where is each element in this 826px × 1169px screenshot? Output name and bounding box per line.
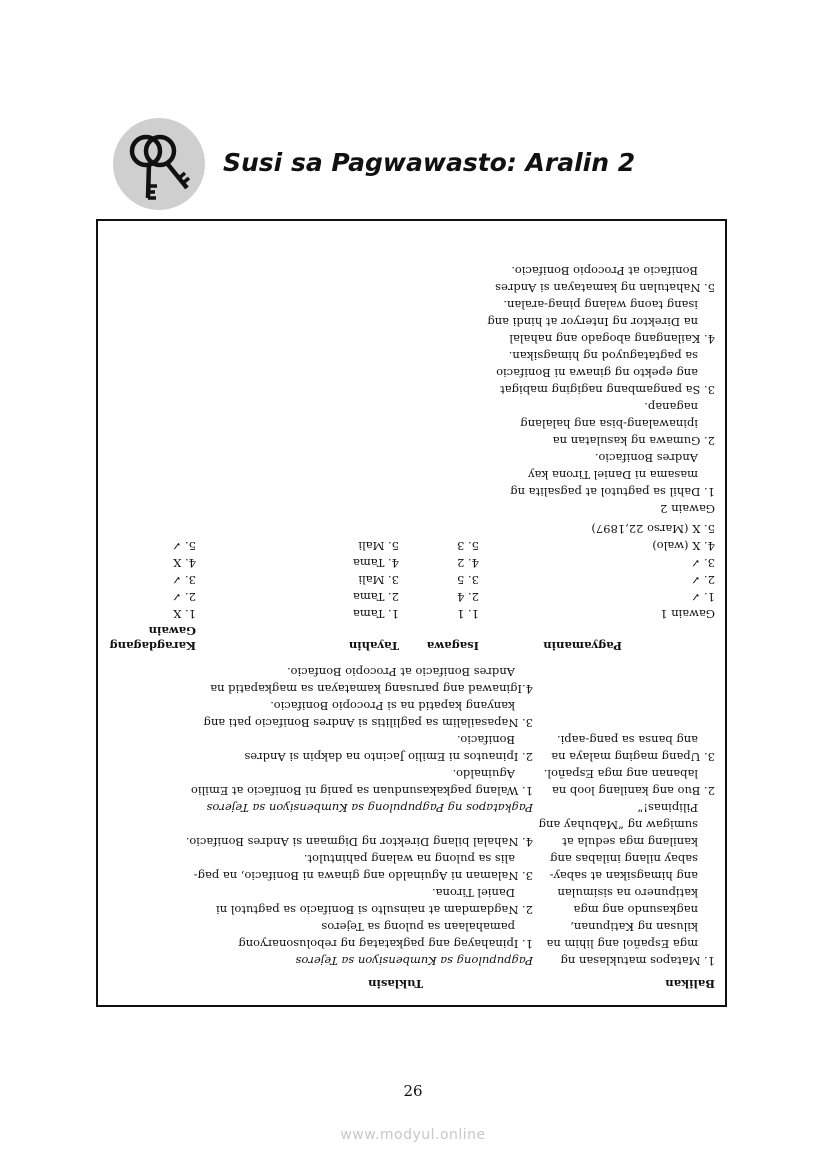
keys-icon — [113, 118, 205, 210]
list-item: 2. 4 — [457, 590, 479, 604]
list-item: Bonifacio at Procopio Bonifacio. — [511, 264, 698, 278]
list-item: 2. Gumawa ng kasulatan na — [552, 434, 715, 448]
list-item: Pilipinas!” — [637, 801, 698, 815]
header-pagyamanin: Pagyamanin — [543, 639, 622, 653]
tuklasin-subheading: Pagpupulong sa Kumbensiyon sa Tejeros — [295, 954, 533, 968]
list-item: 1. ✓ — [690, 590, 715, 604]
list-item: ang bansa sa pang-aapi. — [556, 733, 698, 747]
gawain-label: Gawain 2 — [660, 502, 715, 516]
list-item: katipunero na sisimulan — [557, 886, 698, 900]
list-item: 3. Sa pangambang nagiging mabigat — [500, 383, 715, 397]
list-item: 1. 1 — [457, 607, 479, 621]
header-gawain: Gawain — [148, 624, 196, 638]
list-item: Bonifacio. — [456, 733, 515, 747]
list-item: 5. ✓ — [171, 539, 196, 553]
list-item: 2. ✓ — [690, 573, 715, 587]
header-tuklasin: Tuklasin — [368, 977, 423, 991]
list-item: 3. ✓ — [171, 573, 196, 587]
list-item: kilusan ng Katipunan, — [570, 920, 698, 934]
list-item: 5. Mali — [358, 539, 399, 553]
tuklasin-subheading: Pagkatapos ng Pagpupulong sa Kumbensiyon sa Tejeros — [206, 801, 533, 815]
list-item: 4. X (walo) — [652, 539, 715, 553]
list-item: ipinawalang-bisa ang halalang — [520, 417, 698, 431]
gawain-label: Gawain 1 — [660, 607, 715, 621]
list-item: 4. Nahalal bilang Direktor ng Digmaan si Andres Bonifacio. — [185, 835, 533, 849]
list-item: kanyang kapatid na si Procopio Bonifacio. — [270, 699, 515, 713]
list-item: na Direktor ng Interyor at hindi ang — [487, 315, 698, 329]
list-item: 4. 2 — [457, 556, 479, 570]
header-tayahin: Tayahin — [348, 639, 399, 653]
list-item: 1. Tama — [352, 607, 399, 621]
header-isagawa: Isagawa — [426, 639, 479, 653]
list-item: 5. X (Marso 22,1897) — [591, 522, 715, 536]
list-item: Andres Bonifacio. — [594, 451, 698, 465]
list-item: 4.Iginawad ang parusang kamatayan sa magkapatid na — [210, 682, 533, 696]
page-number: 26 — [403, 1082, 423, 1100]
watermark: www.modyul.online — [340, 1127, 486, 1143]
header-karagdagang: Karagdagang — [109, 639, 196, 653]
list-item: 5. Nahatulan ng kamatayan si Andres — [495, 281, 715, 295]
header-balikan: Balikan — [665, 977, 715, 991]
list-item: labanan ang mga Español. — [543, 767, 698, 781]
list-item: alis sa pulong na walang pahintulot. — [303, 852, 515, 866]
list-item: 4. Tama — [352, 556, 399, 570]
list-item: 1. Walang pagkakasunduan sa panig ni Bonifacio at Emilio — [190, 784, 533, 798]
list-item: Aguinaldo. — [452, 767, 515, 781]
list-item: 2. ✓ — [171, 590, 196, 604]
list-item: 3. 5 — [457, 573, 479, 587]
list-item: 4. Kailangang abogado ang nahalal — [509, 332, 715, 346]
list-item: 2. Buo ang kanilang loob na — [551, 784, 715, 798]
list-item: ang himagsikan at sabay- — [549, 869, 698, 883]
list-item: 3. Mali — [358, 573, 399, 587]
list-item: 3. Napasailalim sa paglilitis si Andres Bonifacio pati ang — [203, 716, 533, 730]
answer-key-box — [96, 219, 727, 1007]
list-item: 1. Dahil sa pagtutol at pagsalita ng — [510, 485, 715, 499]
list-item: 1. Matapos matuklasan ng — [560, 954, 715, 968]
list-item: 5. 3 — [457, 539, 479, 553]
list-item: sa pagtataguyod ng himagsikan. — [508, 349, 698, 363]
list-item: masama ni Daniel Tirona kay — [528, 468, 698, 482]
list-item: ang epekto ng ginawa ni Bonifacio — [496, 366, 698, 380]
list-item: pamahalaan sa pulong sa Tejeros — [321, 920, 515, 934]
list-item: 3. Nalaman ni Aguinaldo ang ginawa ni Bonifacio, na pag- — [193, 869, 533, 883]
list-item: 2. Tama — [352, 590, 399, 604]
list-item: 3. ✓ — [690, 556, 715, 570]
list-item: 2. Ipinautos ni Emilio Jacinto na dakpin si Andres — [244, 750, 533, 764]
list-item: 3. Upang maging malaya na — [551, 750, 715, 764]
list-item: mga Español ang lihim na — [546, 937, 698, 951]
list-item: 1. X — [173, 607, 196, 621]
list-item: naganap. — [644, 400, 698, 414]
list-item: Daniel Tirona. — [432, 886, 515, 900]
page-title: Susi sa Pagwawasto: Aralin 2 — [223, 148, 636, 177]
list-item: 2. Nagdamdam at nainsulto si Bonifacio sa pagtutol ni — [216, 903, 533, 917]
list-item: isang taong walang pinag-aralan. — [503, 298, 698, 312]
list-item: nagkasundo ang mga — [573, 903, 698, 917]
list-item: 1. Ipinahayag ang pagkatatag ng rebolusonaryong — [238, 937, 533, 951]
list-item: sumigaw ng “Mabuhay ang — [538, 818, 698, 832]
list-item: 4. X — [173, 556, 196, 570]
rotated-content — [98, 221, 725, 1005]
list-item: sabay nilang inilabas ang — [550, 852, 698, 866]
list-item: Andres Bonifacio at Procopio Bonfacio. — [287, 665, 515, 679]
list-item: kanilang mga sedula at — [562, 835, 698, 849]
